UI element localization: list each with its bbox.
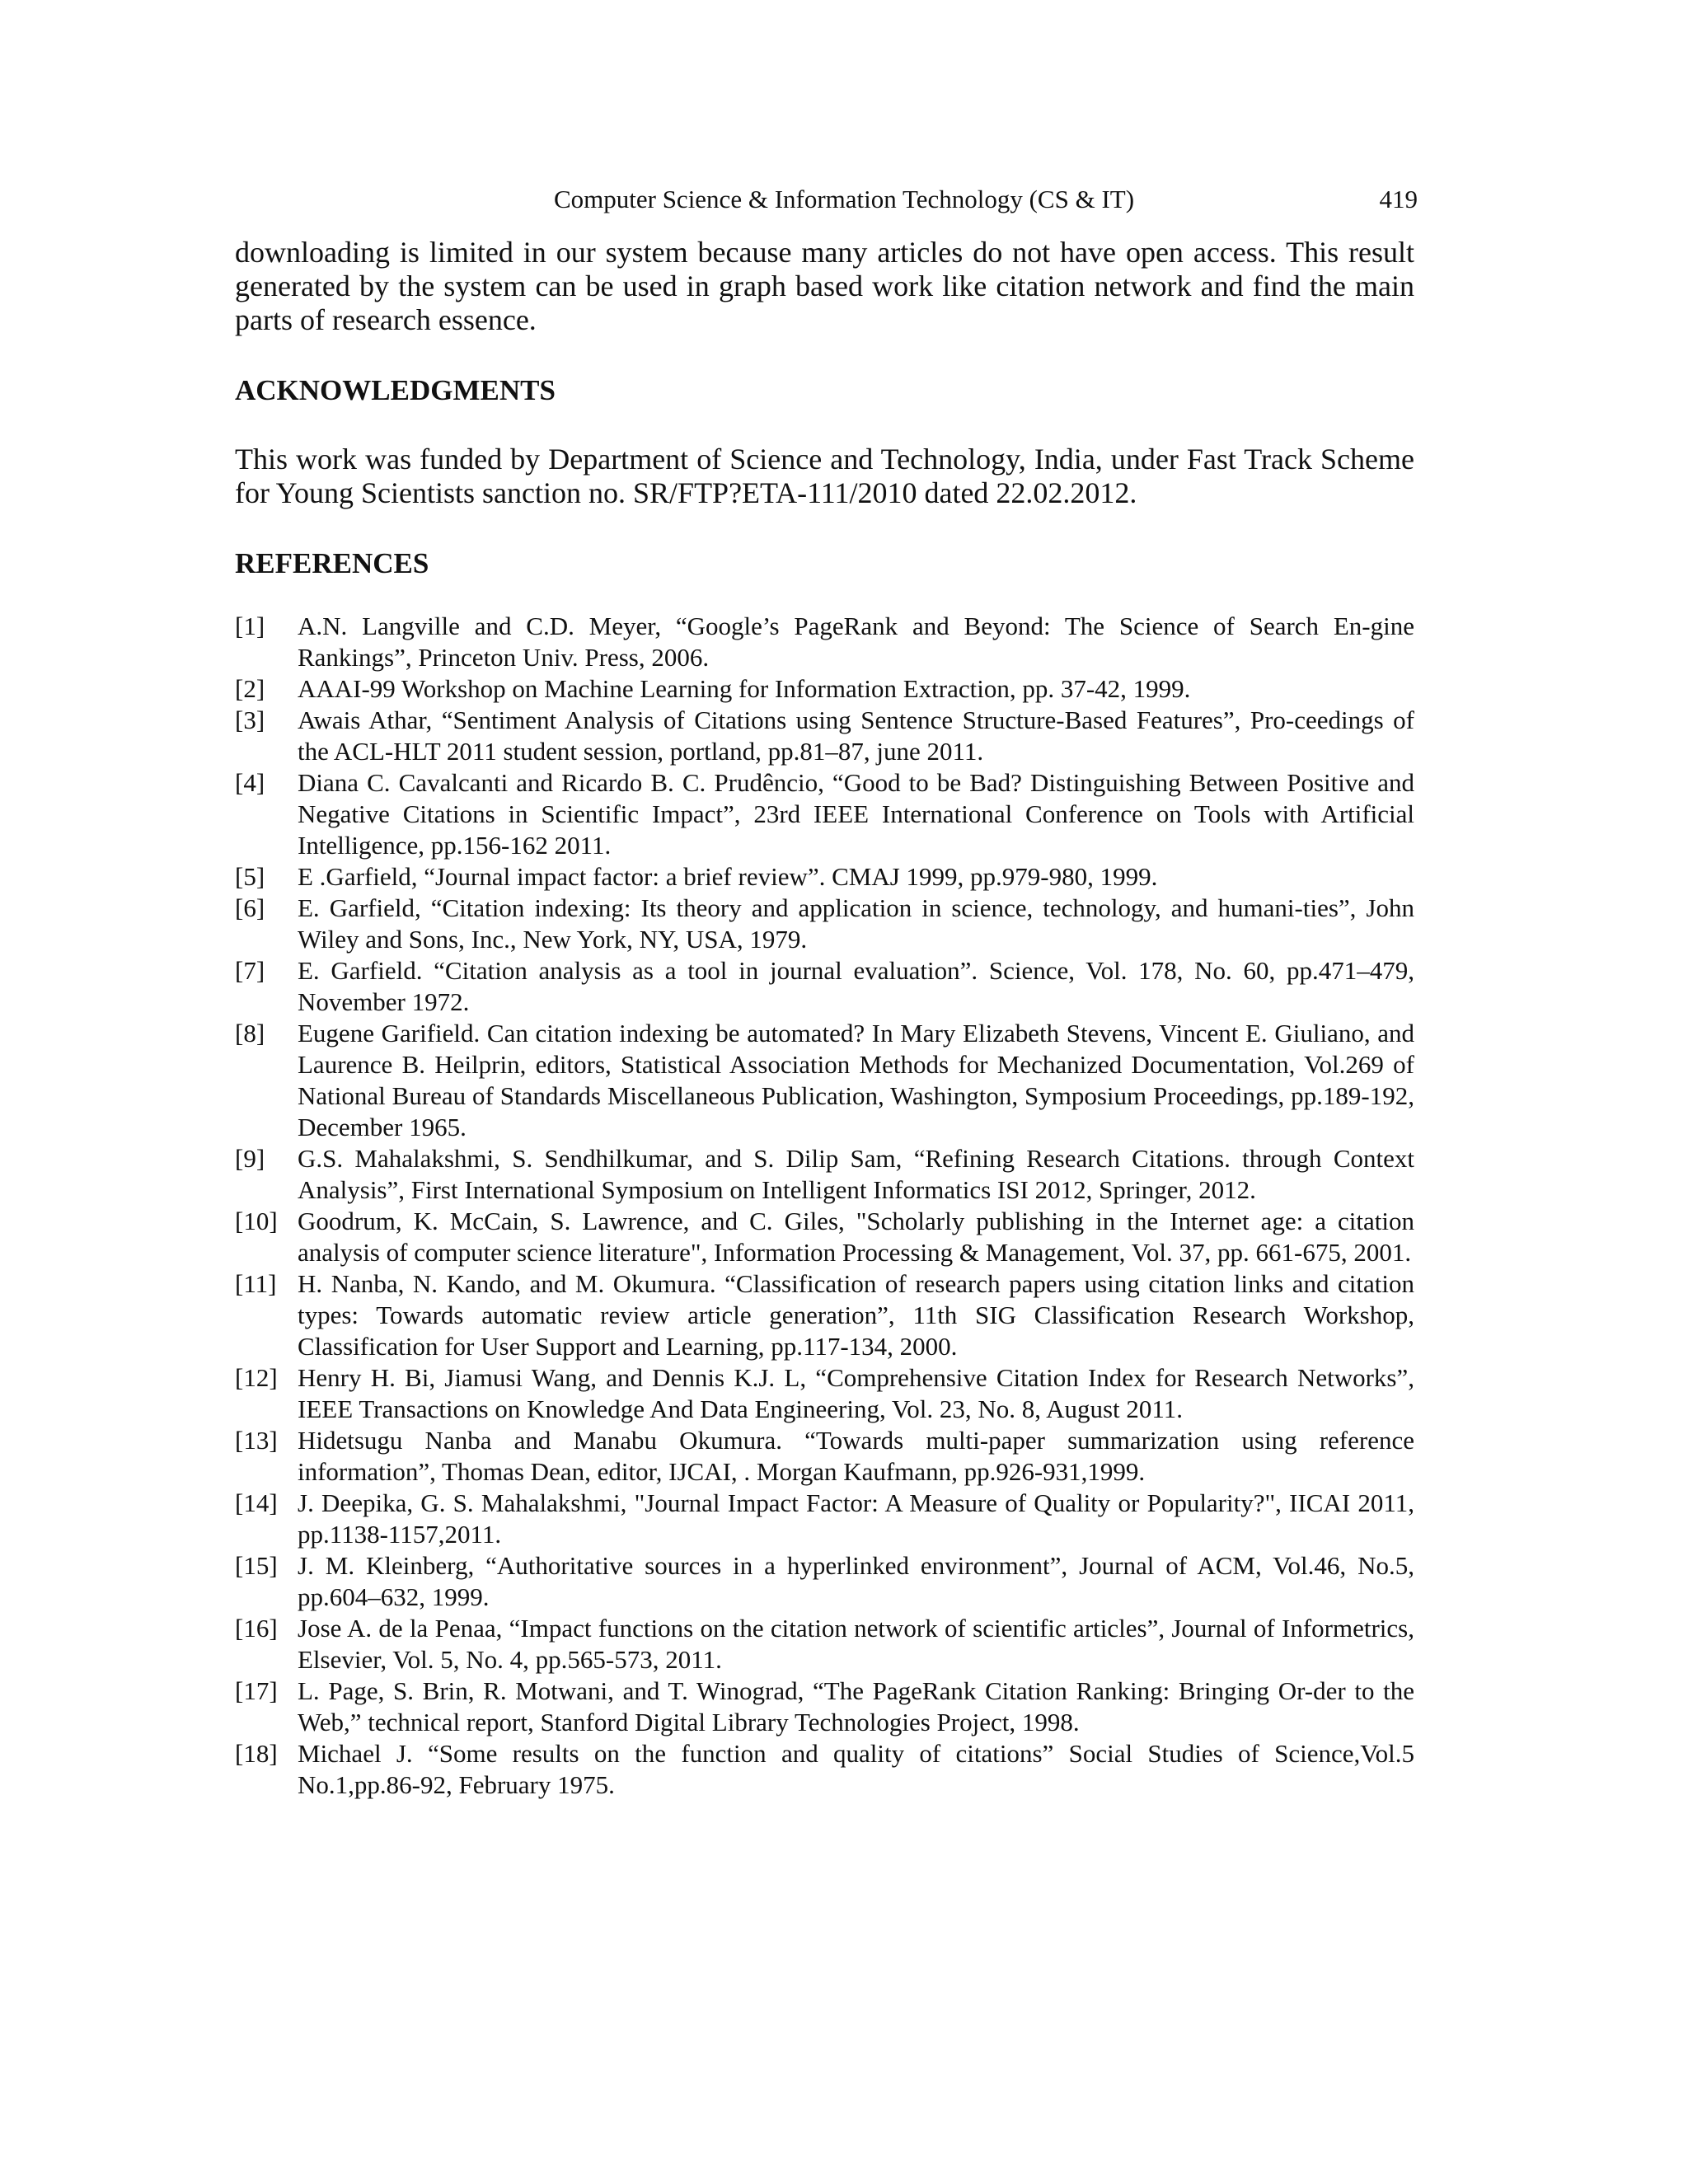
reference-number: [5] — [235, 862, 265, 891]
reference-text: Hidetsugu Nanba and Manabu Okumura. “Towards multi-paper summarization using reference information”, Thomas Dean, editor, IJCAI, . Morgan Kaufmann, pp.926-931,1999. — [298, 1426, 1414, 1486]
reference-number: [12] — [235, 1363, 278, 1392]
reference-number: [13] — [235, 1426, 278, 1455]
reference-number: [9] — [235, 1144, 265, 1173]
references-heading: REFERENCES — [235, 547, 429, 579]
reference-item — [235, 1425, 1414, 1488]
reference-number: [8] — [235, 1019, 265, 1047]
reference-text: E. Garfield. “Citation analysis as a tool in journal evaluation”. Science, Vol. 178, No. 60, pp.471–479, November 1972. — [298, 956, 1414, 1016]
reference-text: A.N. Langville and C.D. Meyer, “Google’s PageRank and Beyond: The Science of Search En-gine Rankings”, Princeton Univ. Press, 2006. — [298, 612, 1414, 672]
reference-number: [17] — [235, 1676, 278, 1705]
reference-item — [235, 767, 1414, 861]
reference-item — [235, 1206, 1414, 1268]
reference-number: [14] — [235, 1488, 278, 1517]
reference-text: L. Page, S. Brin, R. Motwani, and T. Winograd, “The PageRank Citation Ranking: Bringing Or-der to the Web,” technical report, Stanford Digital Library Technologies Project, 1998. — [298, 1676, 1414, 1736]
reference-item — [235, 1488, 1414, 1550]
reference-item — [235, 1675, 1414, 1738]
reference-item — [235, 861, 1414, 893]
reference-text: G.S. Mahalakshmi, S. Sendhilkumar, and S. Dilip Sam, “Refining Research Citations. through Context Analysis”, First International Symposium on Intelligent Informatics ISI 2012, Springer, 2012. — [298, 1144, 1414, 1204]
reference-item — [235, 1613, 1414, 1675]
journal-title: Computer Science & Information Technology (CS & IT) — [553, 185, 1135, 213]
reference-text: Goodrum, K. McCain, S. Lawrence, and C. Giles, "Scholarly publishing in the Internet age: a citation analysis of computer science literature", Information Processing & Management, Vol. 37, pp. 661-675, 2001. — [298, 1207, 1414, 1267]
intro-paragraph: downloading is limited in our system because many articles do not have open access. This result generated by the system can be used in graph based work like citation network and find the main parts of research essence. — [235, 236, 1414, 336]
reference-text: J. M. Kleinberg, “Authoritative sources in a hyperlinked environment”, Journal of ACM, Vol.46, No.5, pp.604–632, 1999. — [298, 1551, 1414, 1611]
reference-text: AAAI-99 Workshop on Machine Learning for Information Extraction, pp. 37-42, 1999. — [298, 674, 1191, 703]
reference-item — [235, 1362, 1414, 1425]
reference-number: [10] — [235, 1207, 278, 1235]
reference-item — [235, 1268, 1414, 1362]
reference-item — [235, 1143, 1414, 1206]
reference-number: [1] — [235, 612, 265, 640]
reference-item — [235, 1738, 1414, 1801]
acknowledgments-heading: ACKNOWLEDGMENTS — [235, 374, 556, 406]
reference-number: [4] — [235, 768, 265, 797]
reference-number: [11] — [235, 1269, 277, 1298]
reference-text: Jose A. de la Penaa, “Impact functions on the citation network of scientific articles”, Journal of Informetrics, Elsevier, Vol. 5, No. 4, pp.565-573, 2011. — [298, 1614, 1414, 1674]
running-head — [0, 183, 1688, 216]
reference-item — [235, 705, 1414, 767]
reference-item — [235, 955, 1414, 1018]
reference-text: Michael J. “Some results on the function and quality of citations” Social Studies of Science,Vol.5 No.1,pp.86-92, February 1975. — [298, 1739, 1414, 1799]
reference-text: Henry H. Bi, Jiamusi Wang, and Dennis K.J. L, “Comprehensive Citation Index for Research Networks”, IEEE Transactions on Knowledge And Data Engineering, Vol. 23, No. 8, August 2011. — [298, 1363, 1414, 1423]
reference-text: H. Nanba, N. Kando, and M. Okumura. “Classification of research papers using citation links and citation types: Towards automatic review article generation”, 11th SIG Classification Research Workshop, Classification for User Support and Learning, pp.117-134, 2000. — [298, 1269, 1414, 1361]
reference-number: [6] — [235, 893, 265, 922]
reference-item — [235, 893, 1414, 955]
page-number: 419 — [1379, 185, 1418, 213]
reference-item — [235, 1018, 1414, 1143]
acknowledgments-text: This work was funded by Department of Science and Technology, India, under Fast Track Scheme for Young Scientists sanction no. SR/FTP?ETA-111/2010 dated 22.02.2012. — [235, 443, 1414, 509]
reference-number: [3] — [235, 705, 265, 734]
reference-list — [235, 611, 1414, 1801]
reference-text: Diana C. Cavalcanti and Ricardo B. C. Prudêncio, “Good to be Bad? Distinguishing Between Positive and Negative Citations in Scientific Impact”, 23rd IEEE International Conference on Tools with Artificial Intelligence, pp.156-162 2011. — [298, 768, 1414, 860]
reference-number: [16] — [235, 1614, 278, 1643]
reference-number: [15] — [235, 1551, 278, 1580]
reference-item — [235, 1550, 1414, 1613]
reference-text: J. Deepika, G. S. Mahalakshmi, "Journal Impact Factor: A Measure of Quality or Popularity?", IICAI 2011, pp.1138-1157,2011. — [298, 1488, 1414, 1549]
reference-text: Awais Athar, “Sentiment Analysis of Citations using Sentence Structure-Based Features”, Pro-ceedings of the ACL-HLT 2011 student session, portland, pp.81–87, june 2011. — [298, 705, 1414, 766]
page-body — [235, 236, 1414, 1801]
reference-item — [235, 611, 1414, 673]
reference-number: [7] — [235, 956, 265, 985]
reference-text: E. Garfield, “Citation indexing: Its theory and application in science, technology, and humani-ties”, John Wiley and Sons, Inc., New York, NY, USA, 1979. — [298, 893, 1414, 954]
reference-text: Eugene Garifield. Can citation indexing be automated? In Mary Elizabeth Stevens, Vincent E. Giuliano, and Laurence B. Heilprin, editors, Statistical Association Methods for Mechanized Documentation, Vol.269 of National Bureau of Standards Miscellaneous Publication, Washington, Symposium Proceedings, pp.189-192, December 1965. — [298, 1019, 1414, 1141]
reference-number: [18] — [235, 1739, 278, 1768]
reference-text: E .Garfield, “Journal impact factor: a brief review”. CMAJ 1999, pp.979-980, 1999. — [298, 862, 1158, 891]
reference-item — [235, 673, 1414, 705]
reference-number: [2] — [235, 674, 265, 703]
